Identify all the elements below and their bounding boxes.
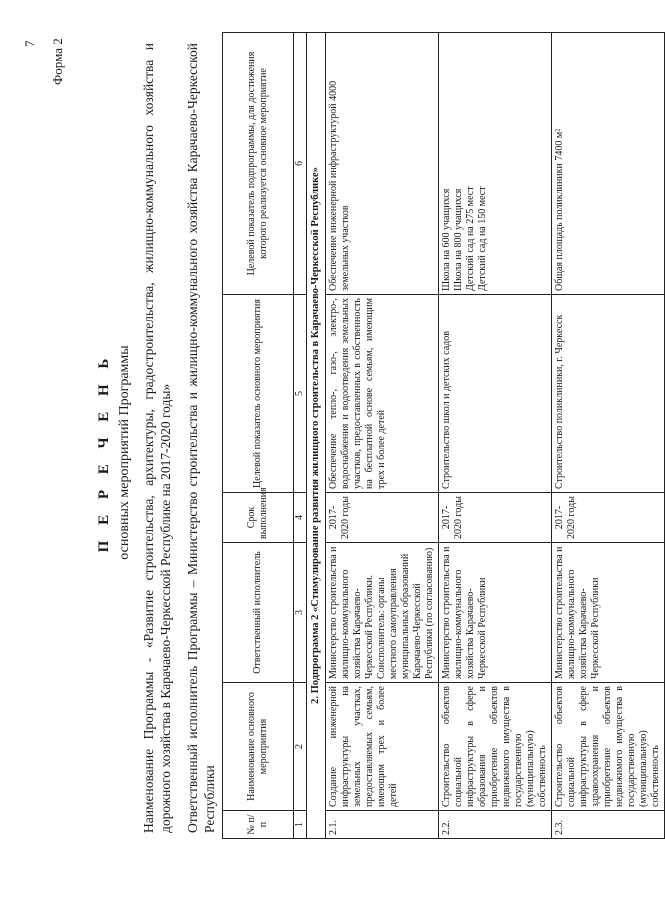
measure-target: Строительство поликлиники, г. Черкесск xyxy=(552,295,665,493)
measure-target: Строительство школ и детских садов xyxy=(439,295,552,493)
table-row xyxy=(552,33,665,839)
document-subtitle: основных мероприятий Программы xyxy=(117,345,132,560)
row-num: 2.2. xyxy=(439,811,552,839)
measure-executor: Министерство строительства и жилищно-коммунального хозяйства Карачаево-Черкесской Республики xyxy=(439,543,552,683)
table-header-row xyxy=(223,33,294,839)
target-line: Детский сад на 275 мест xyxy=(465,186,476,291)
target-line: Школа на 600 учащихся xyxy=(441,188,452,291)
column-number: 6 xyxy=(294,33,307,295)
measure-name: Строительство объектов социальной инфраструктуры в сфере здравоохранения и приобретение объектов недвижимого имущества в государственную (муниципальную) собственность xyxy=(552,683,665,811)
subprogram-target xyxy=(439,33,552,295)
measure-period: 2017-2020 годы xyxy=(552,493,665,543)
col-header-executor: Ответственный исполнитель xyxy=(223,543,294,683)
subprogram-row xyxy=(307,33,326,839)
col-header-subprogram-target: Целевой показатель подпрограммы, для достижения которого реализуется основное мероприятие xyxy=(223,33,294,295)
measure-period: 2017-2020 годы xyxy=(326,493,439,543)
col-header-target: Целевой показатель основного мероприятия xyxy=(223,295,294,493)
table-row xyxy=(439,33,552,839)
col-header-period: Срок выполнения xyxy=(223,493,294,543)
page-number: 7 xyxy=(22,40,37,47)
table-row xyxy=(326,33,439,839)
target-line: Детский сад на 150 мест xyxy=(477,186,488,291)
column-number: 3 xyxy=(294,543,307,683)
measure-period: 2017-2020 годы xyxy=(439,493,552,543)
responsible-executor: Ответственный исполнитель Программы – Министерство строительства и жилищно-коммунального хозяйства Карачаево-Черкесской Республики xyxy=(185,43,217,833)
col-header-num: № п/п xyxy=(223,811,294,839)
measure-executor: Министерство строительства и жилищно-коммунального хозяйства Карачаево-Черкесской Республики xyxy=(552,543,665,683)
measure-target: Обеспечение тепло-, газо-, электро-, водоснабжения и водоотведения земельных участков, предоставленных в собственность на бесплатной основе семьям, имеющим трех и более детей xyxy=(326,295,439,493)
measure-name: Строительство объектов социальной инфраструктуры в сфере образования и приобретение объектов недвижимого имущества в государственную (муниципальную) собственность xyxy=(439,683,552,811)
col-header-name: Наименование основного мероприятия xyxy=(223,683,294,811)
subprogram-target: Обеспечение инженерной инфраструктурой 4000 земельных участков xyxy=(326,33,439,295)
program-name: Наименование Программы - «Развитие строительства, архитектуры, градостроительства, жилищно-коммунального хозяйства и дорожного хозяйства в Карачаево-Черкесской Республике на 2017-2020 годы» xyxy=(141,43,173,833)
document-title: П Е Р Е Ч Е Н Ь xyxy=(96,352,112,553)
column-number: 2 xyxy=(294,683,307,811)
column-number: 5 xyxy=(294,295,307,493)
subprogram-target: Общая площадь поликлиники 7400 м² xyxy=(552,33,665,295)
form-label: Форма 2 xyxy=(50,38,65,85)
row-num: 2.3. xyxy=(552,811,665,839)
column-number: 4 xyxy=(294,493,307,543)
measure-name: Создание инженерной инфраструктуры на земельных участках, предоставляемых семьям, имеющим трех и более детей xyxy=(326,683,439,811)
row-num: 2.1. xyxy=(326,811,439,839)
target-line: Школа на 800 учащихся xyxy=(453,188,464,291)
column-number-row xyxy=(294,33,307,839)
measure-executor: Министерство строительства и жилищно-коммунального хозяйства Карачаево-Черкесской Республики. Соисполнитель: органы местного самоуправления муниципальных образований Карачаево-Черкесской Республики (по согласованию) xyxy=(326,543,439,683)
column-number: 1 xyxy=(294,811,307,839)
measures-table xyxy=(222,32,665,839)
subprogram-title: 2. Подпрограмма 2 «Стимулирование развития жилищного строительства в Карачаево-Черкесской Республике» xyxy=(307,33,326,839)
